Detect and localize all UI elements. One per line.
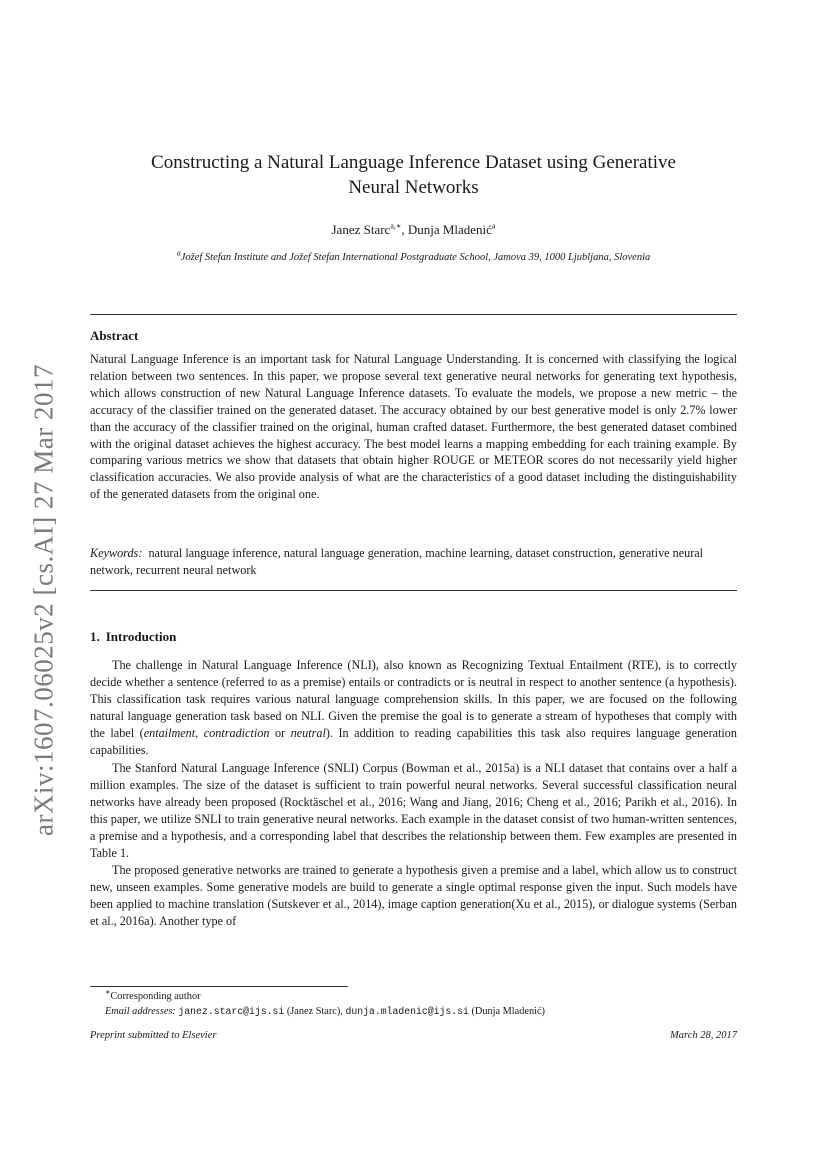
footnote-rule [90, 986, 348, 987]
author-marks: a [491, 221, 496, 231]
section-number: 1. [90, 629, 100, 644]
keywords-label: Keywords: [90, 546, 143, 560]
email-link[interactable]: janez.starc@ijs.si [178, 1006, 285, 1017]
label-neutral: neutral [290, 726, 326, 741]
section-title: Introduction [105, 629, 177, 644]
affiliation-text: Jožef Stefan Institute and Jožef Stefan International Postgraduate School, Jamova 39, 1000 Ljubljana, Slovenia [180, 252, 651, 263]
corresponding-author-note: Corresponding author [110, 991, 201, 1002]
email-owner: (Dunja Mladenić) [471, 1006, 545, 1017]
paragraph [90, 657, 737, 760]
preprint-date: March 28, 2017 [670, 1030, 737, 1041]
footnote [105, 989, 545, 1019]
title-line-2: Neural Networks [348, 177, 479, 198]
author-list [90, 222, 737, 238]
paragraph-text: The challenge in Natural Language Inference (NLI), also known as Recognizing Textual Entailment (RTE), is to correctly decide whether a sentence (referred to as a premise) entails or contradicts or is neutral in respect to another sentence (a hypothesis). This classification task requires various natural language comprehension skills. In this paper, we are focused on the following natural language generation task based on NLI. Given the premise the goal is to generate a stream of hypotheses that comply with the label ( [90, 658, 737, 741]
author-marks: a,∗ [390, 221, 402, 231]
title-line-1: Constructing a Natural Language Inference Dataset using Generative [151, 152, 676, 173]
abstract-top-rule [90, 314, 737, 315]
label-contradiction: contradiction [203, 726, 270, 741]
introduction-body [90, 657, 737, 931]
affiliation-mark: a [176, 248, 181, 258]
or-word: or [269, 726, 291, 741]
arxiv-identifier: arXiv:1607.06025v2 [cs.AI] 27 Mar 2017 [28, 364, 59, 836]
email-owner: (Janez Starc), [286, 1006, 343, 1017]
email-link[interactable]: dunja.mladenic@ijs.si [345, 1006, 469, 1017]
preprint-note: Preprint submitted to Elsevier [90, 1030, 217, 1041]
author-separator: , [401, 222, 408, 237]
abstract-text: Natural Language Inference is an important task for Natural Language Understanding. It is concerned with classifying the logical relation between two sentences. In this paper, we propose several text generative neural networks for generating text hypothesis, which allows construction of new Natural Language Inference datasets. To evaluate the models, we propose a new metric – the accuracy of the classifier trained on the generated dataset. The accuracy obtained by our best generative model is only 2.7% lower than the accuracy of the classifier trained on the original, human crafted dataset. Furthermore, the best generated dataset combined with the original dataset achieves the highest accuracy. The best model learns a mapping embedding for each training example. By comparing various metrics we show that datasets that obtain higher ROUGE or METEOR scores do not necessarily yield higher classification accuracies. We also provide analysis of what are the characteristics of a good dataset including the distinguishability of the generated datasets from the original one. [90, 352, 737, 502]
section-heading [90, 629, 176, 645]
author-name: Janez Starc [331, 222, 391, 237]
abstract-bottom-rule [90, 590, 737, 591]
keywords-text: natural language inference, natural language generation, machine learning, dataset construction, generative neural network, recurrent neural network [90, 546, 704, 577]
email-label: Email addresses: [105, 1006, 176, 1017]
author-name: Dunja Mladenić [407, 222, 492, 237]
paragraph-text: ). In addition to reading capabilities this task also requires language generation capabilities. [90, 726, 737, 758]
paragraph: The proposed generative networks are trained to generate a hypothesis given a premise and a label, which allow us to construct new, unseen examples. Some generative models are build to generate a single optimal response given the input. Such models have been applied to machine translation (Sutskever et al., 2014), image caption generation(Xu et al., 2015), or dialogue systems (Serban et al., 2016a). Another type of [90, 863, 737, 929]
affiliation [90, 248, 737, 263]
paper-title [110, 150, 717, 200]
keywords [90, 545, 737, 579]
paragraph: The Stanford Natural Language Inference (SNLI) Corpus (Bowman et al., 2015a) is a NLI dataset that contains over a half a million examples. The size of the dataset is sufficient to train powerful neural networks. Several successful classification neural networks have already been proposed (Rocktäschel et al., 2016; Wang and Jiang, 2016; Cheng et al., 2016; Parikh et al., 2016). In this paper, we utilize SNLI to train generative neural networks. Each example in the dataset consist of two human-written sentences, a premise and a hypothesis, and a corresponding label that describes the relationship between them. Few examples are presented in Table 1. [90, 760, 737, 861]
abstract-heading: Abstract [90, 328, 139, 343]
comma: , [195, 726, 204, 741]
footnote-mark: ∗ [105, 987, 111, 997]
label-entailment: entailment [143, 726, 196, 741]
